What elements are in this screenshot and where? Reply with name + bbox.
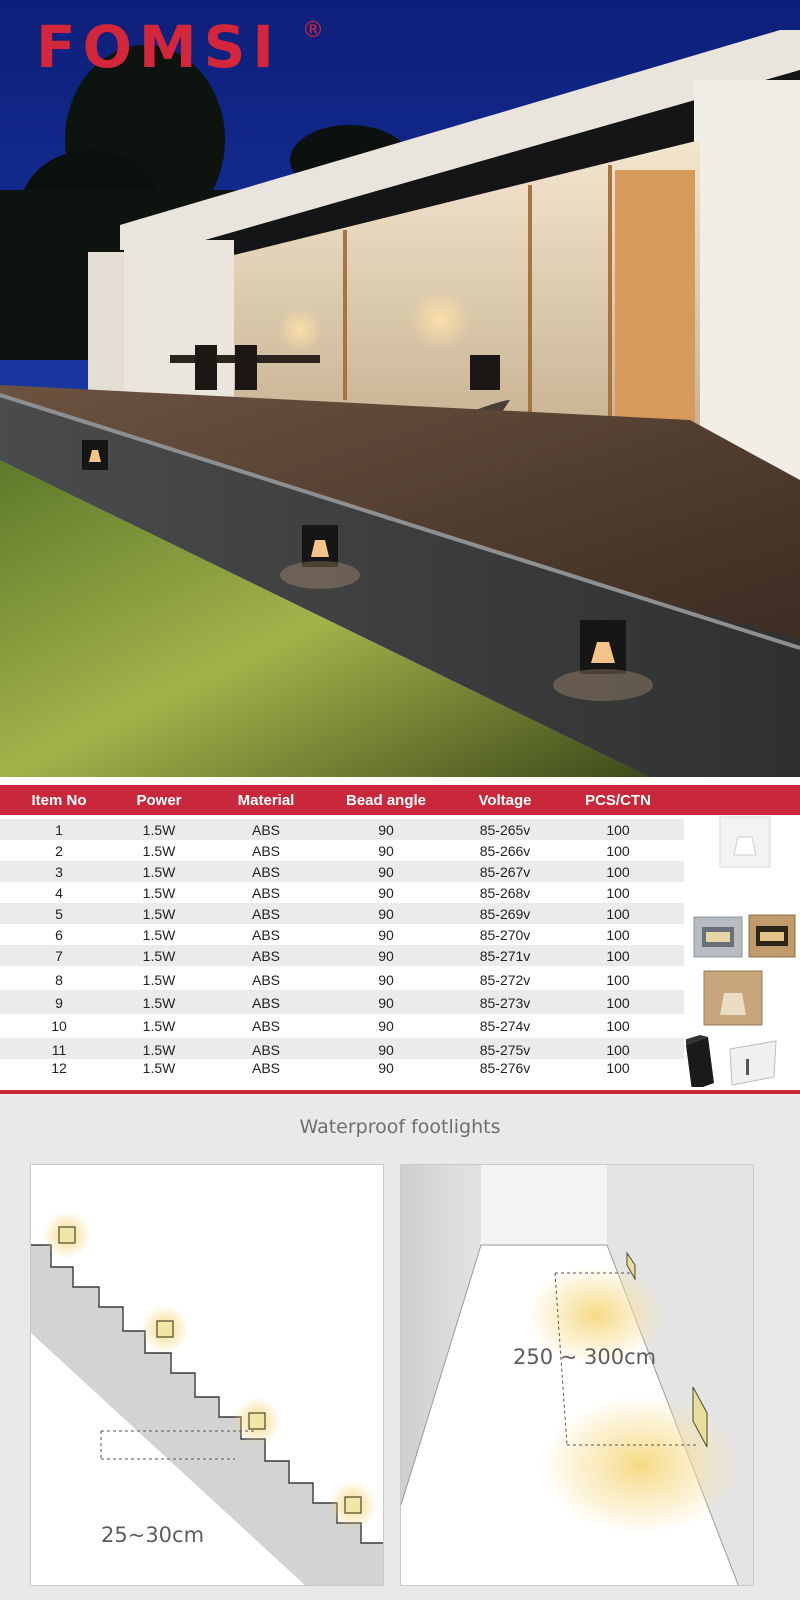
cell-power: 1.5W — [142, 822, 176, 838]
cell-bead-angle: 90 — [378, 1060, 394, 1076]
cell-material: ABS — [251, 1060, 280, 1076]
cell-material: ABS — [251, 1042, 280, 1058]
table-row — [0, 990, 684, 1014]
cell-power: 1.5W — [142, 995, 176, 1011]
header-material: Material — [237, 792, 295, 809]
table-row — [0, 903, 684, 924]
table-row — [0, 882, 684, 903]
cell-bead-angle: 90 — [378, 927, 394, 943]
cell-bead-angle: 90 — [378, 995, 394, 1011]
header-item-no: Item No — [31, 792, 87, 809]
cell-pcs-ctn: 100 — [606, 927, 630, 943]
cell-bead-angle: 90 — [378, 972, 394, 988]
table-row — [0, 1059, 684, 1080]
header-pcs-ctn: PCS/CTN — [585, 792, 651, 809]
cell-material: ABS — [251, 1018, 280, 1034]
product-gold-rect — [749, 915, 795, 957]
header-power: Power — [136, 792, 182, 809]
cell-power: 1.5W — [142, 1060, 176, 1076]
table-row — [0, 966, 684, 990]
stairs-diagram — [30, 1164, 384, 1586]
cell-item-no: 8 — [55, 972, 63, 988]
cell-voltage: 85-266v — [479, 843, 531, 859]
cell-material: ABS — [251, 948, 280, 964]
corridor-illustration — [401, 1165, 754, 1586]
cell-voltage: 85-272v — [479, 972, 531, 988]
cell-power: 1.5W — [142, 927, 176, 943]
cell-material: ABS — [251, 906, 280, 922]
cell-pcs-ctn: 100 — [606, 972, 630, 988]
brand-logo: FOMSI — [36, 13, 281, 81]
table-row — [0, 819, 684, 840]
cell-power: 1.5W — [142, 843, 176, 859]
hero-scene — [0, 0, 800, 777]
cell-material: ABS — [251, 995, 280, 1011]
product-black-box — [686, 1035, 714, 1087]
table-row — [0, 945, 684, 966]
cell-item-no: 11 — [51, 1042, 67, 1058]
cell-item-no: 3 — [55, 864, 63, 880]
corridor-spacing-label: 250 ~ 300cm — [513, 1345, 657, 1369]
cell-material: ABS — [251, 864, 280, 880]
cell-item-no: 5 — [55, 906, 63, 922]
cell-pcs-ctn: 100 — [606, 1018, 630, 1034]
cell-voltage: 85-267v — [479, 864, 531, 880]
cell-voltage: 85-274v — [479, 1018, 531, 1034]
cell-voltage: 85-270v — [479, 927, 531, 943]
stairs-spacing-label: 25~30cm — [101, 1523, 205, 1547]
spec-table-header — [0, 785, 800, 815]
table-row — [0, 1038, 684, 1059]
cell-material: ABS — [251, 972, 280, 988]
cell-power: 1.5W — [142, 885, 176, 901]
installation-diagrams — [0, 1094, 800, 1600]
cell-item-no: 4 — [55, 885, 63, 901]
registered-mark: ® — [302, 18, 324, 43]
cell-voltage: 85-268v — [479, 885, 531, 901]
cell-power: 1.5W — [142, 1018, 176, 1034]
stairs-illustration — [31, 1165, 384, 1586]
cell-item-no: 9 — [55, 995, 63, 1011]
table-row — [0, 861, 684, 882]
product-gold-square — [704, 971, 762, 1025]
cell-pcs-ctn: 100 — [606, 948, 630, 964]
corridor-diagram — [400, 1164, 754, 1586]
cell-power: 1.5W — [142, 948, 176, 964]
hero-photo — [0, 0, 800, 777]
spec-table — [0, 777, 800, 1094]
cell-bead-angle: 90 — [378, 843, 394, 859]
header-bead-angle: Bead angle — [345, 792, 427, 809]
cell-material: ABS — [251, 927, 280, 943]
cell-bead-angle: 90 — [378, 948, 394, 964]
cell-bead-angle: 90 — [378, 1018, 394, 1034]
cell-item-no: 7 — [55, 948, 63, 964]
cell-voltage: 85-271v — [479, 948, 531, 964]
cell-bead-angle: 90 — [378, 822, 394, 838]
cell-pcs-ctn: 100 — [606, 843, 630, 859]
cell-item-no: 6 — [55, 927, 63, 943]
cell-bead-angle: 90 — [378, 864, 394, 880]
section-title: Waterproof footlights — [299, 1116, 501, 1138]
cell-pcs-ctn: 100 — [606, 822, 630, 838]
cell-pcs-ctn: 100 — [606, 1042, 630, 1058]
cell-bead-angle: 90 — [378, 1042, 394, 1058]
cell-voltage: 85-265v — [479, 822, 531, 838]
cell-pcs-ctn: 100 — [606, 995, 630, 1011]
cell-pcs-ctn: 100 — [606, 864, 630, 880]
header-voltage: Voltage — [478, 792, 532, 809]
cell-voltage: 85-273v — [479, 995, 531, 1011]
cell-material: ABS — [251, 885, 280, 901]
product-white-angled — [730, 1041, 776, 1085]
table-row — [0, 840, 684, 861]
product-thumbnails — [686, 815, 800, 1087]
cell-power: 1.5W — [142, 972, 176, 988]
cell-material: ABS — [251, 822, 280, 838]
cell-voltage: 85-275v — [479, 1042, 531, 1058]
product-silver-rect — [694, 917, 742, 957]
cell-material: ABS — [251, 843, 280, 859]
cell-power: 1.5W — [142, 1042, 176, 1058]
cell-pcs-ctn: 100 — [606, 906, 630, 922]
cell-voltage: 85-269v — [479, 906, 531, 922]
cell-item-no: 10 — [51, 1018, 67, 1034]
cell-power: 1.5W — [142, 864, 176, 880]
cell-item-no: 12 — [51, 1060, 67, 1076]
product-white-square — [720, 817, 770, 867]
cell-bead-angle: 90 — [378, 885, 394, 901]
cell-pcs-ctn: 100 — [606, 885, 630, 901]
cell-power: 1.5W — [142, 906, 176, 922]
cell-pcs-ctn: 100 — [606, 1060, 630, 1076]
table-row — [0, 1014, 684, 1038]
cell-item-no: 2 — [55, 843, 63, 859]
table-row — [0, 924, 684, 945]
cell-voltage: 85-276v — [479, 1060, 531, 1076]
cell-bead-angle: 90 — [378, 906, 394, 922]
cell-item-no: 1 — [55, 822, 63, 838]
